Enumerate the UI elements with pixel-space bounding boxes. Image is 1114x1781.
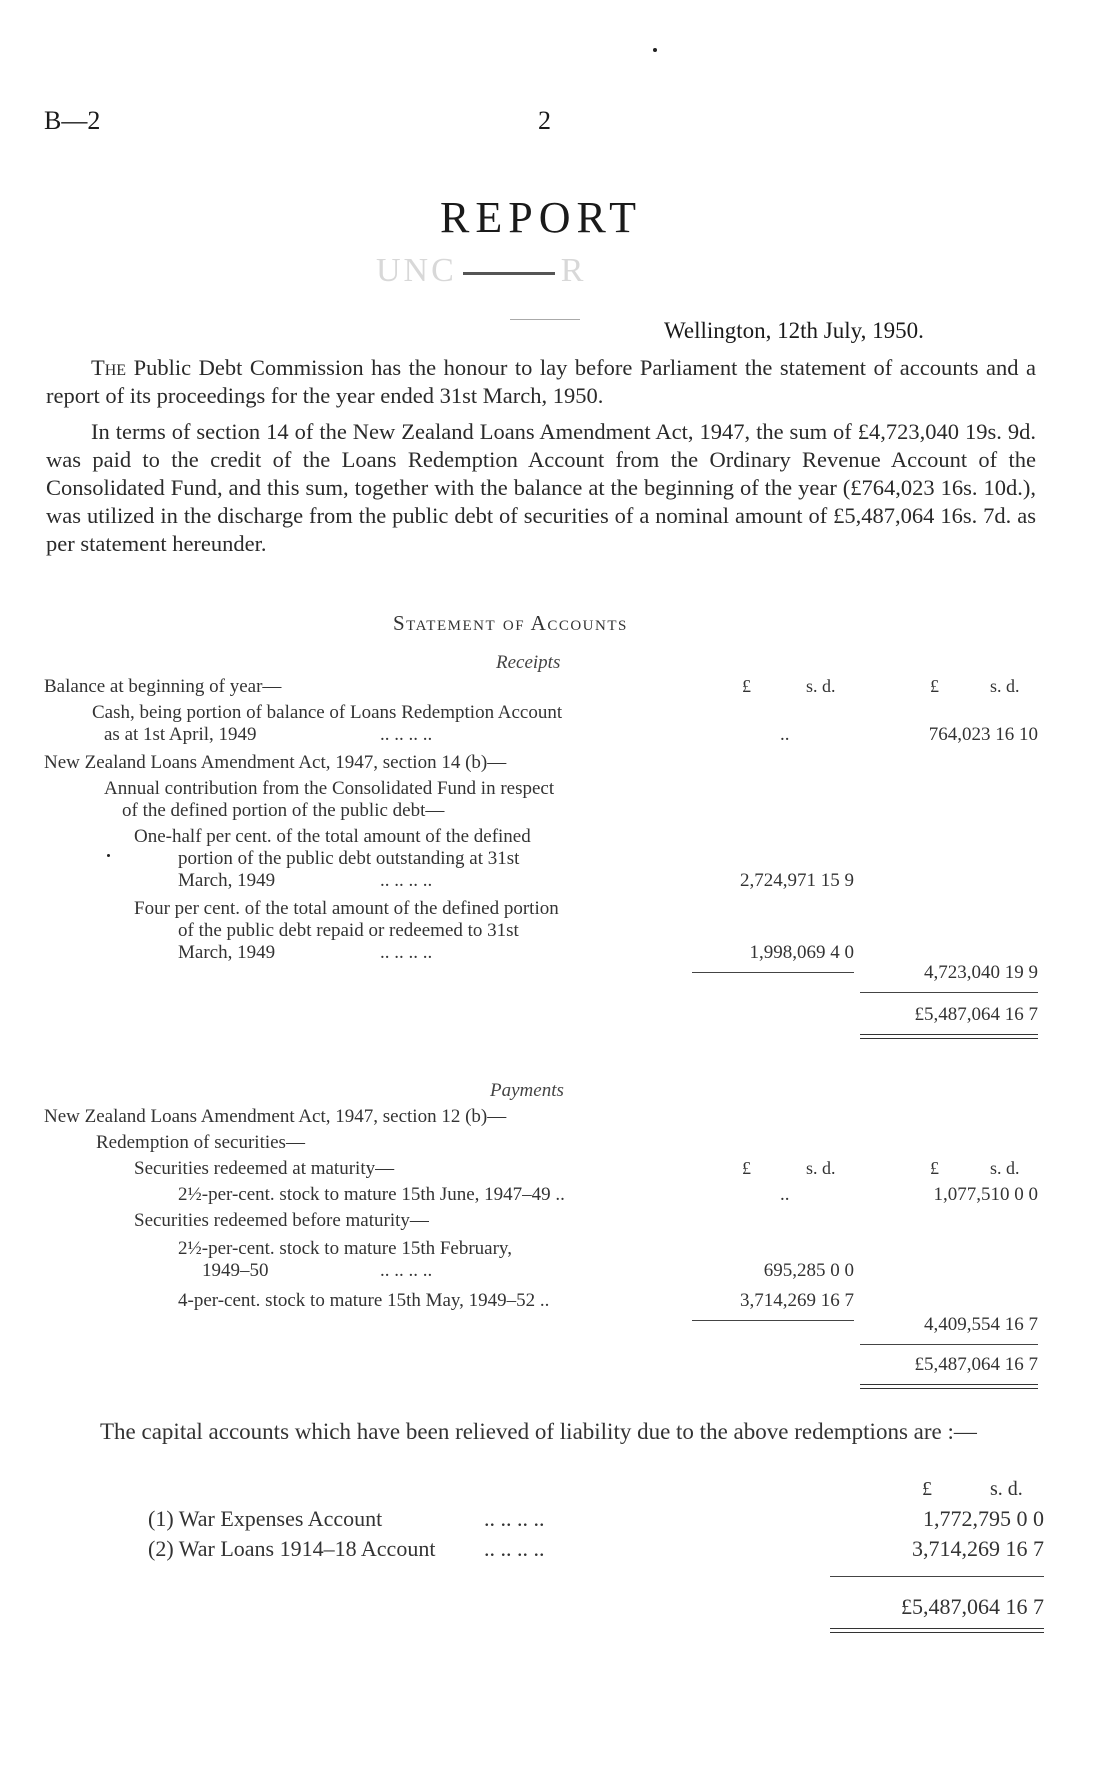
payments-col-pound: £ xyxy=(742,1158,751,1178)
balance-label: Balance at beginning of year— xyxy=(44,676,282,697)
title-divider xyxy=(510,319,580,320)
speck-mark-2 xyxy=(107,854,110,857)
paragraph-1-text: Public Debt Commission has the honour to lay before Parliament the statement of accounts and a report of its proceedings for the year ended 31st March, 1950. xyxy=(46,355,1037,408)
intro-paragraph-2 xyxy=(46,418,1036,558)
four-line-2: of the public debt repaid or redeemed to 31st xyxy=(178,920,519,941)
cash-inner-dots: .. xyxy=(780,724,790,745)
four-line-3: March, 1949 xyxy=(178,942,276,963)
paragraph-2-text: In terms of section 14 of the New Zealand Loans Amendment Act, 1947, the sum of £4,723,040 19s. 9d. was paid to the credit of the Loans Redemption Account from the Ordinary Revenue Account of the Consolidated Fund, and this sum, together with the balance at the beginning of the year (£764,023 16s. 10d.), was utilized in the discharge from the public debt of securities of a nominal amount of £5,487,064 16s. 7d. as per statement hereunder. xyxy=(46,419,1036,556)
capital-double-rule xyxy=(830,1628,1044,1633)
payments-heading: Payments xyxy=(490,1080,564,1101)
payments-double-rule xyxy=(860,1384,1038,1389)
stock-2-leader-dots: .. .. .. .. xyxy=(380,1260,433,1281)
payments-total-rule xyxy=(860,1344,1038,1345)
capital-col-pound: £ xyxy=(922,1478,932,1500)
annual-line-1: Annual contribution from the Consolidated Fund in respect xyxy=(104,778,555,799)
page-number: 2 xyxy=(538,106,551,135)
stock-1-inner-dots: .. xyxy=(780,1184,790,1205)
payments-col-sd: s. d. xyxy=(806,1158,836,1178)
before-maturity-label: Securities redeemed before maturity— xyxy=(134,1210,429,1231)
receipts-col-sd-2: s. d. xyxy=(990,676,1020,696)
faint-subtitle xyxy=(376,252,586,290)
speck-mark xyxy=(653,48,657,52)
report-title: REPORT xyxy=(440,193,643,242)
payments-total: £5,487,064 16 7 xyxy=(914,1354,1038,1375)
receipts-total-rule xyxy=(860,992,1038,993)
page-reference: B—2 xyxy=(44,106,101,135)
receipts-col-pound-2: £ xyxy=(930,676,939,696)
receipts-subtotal: 4,723,040 19 9 xyxy=(924,962,1038,983)
redemption-label: Redemption of securities— xyxy=(96,1132,305,1153)
faint-subtitle-left: UNC xyxy=(376,252,457,289)
stock-1-total: 1,077,510 0 0 xyxy=(933,1184,1038,1205)
four-amount: 1,998,069 4 0 xyxy=(749,942,854,963)
faint-subtitle-right: R xyxy=(560,252,587,289)
capital-total-rule xyxy=(830,1576,1044,1577)
half-line-3: March, 1949 xyxy=(178,870,276,891)
payments-col-sd-2: s. d. xyxy=(990,1158,1020,1178)
half-line-2: portion of the public debt outstanding at 31st xyxy=(178,848,520,869)
capital-account-2: (2) War Loans 1914–18 Account xyxy=(148,1536,436,1561)
payments-inner-rule xyxy=(692,1320,854,1321)
receipts-heading: Receipts xyxy=(496,652,561,673)
receipts-total: £5,487,064 16 7 xyxy=(914,1004,1038,1025)
capital-paragraph: The capital accounts which have been relieved of liability due to the above redemptions are :— xyxy=(100,1419,977,1444)
cash-line-1: Cash, being portion of balance of Loans Redemption Account xyxy=(92,702,563,723)
capital-account-2-dots: .. .. .. .. xyxy=(484,1536,545,1561)
payments-act-label: New Zealand Loans Amendment Act, 1947, section 12 (b)— xyxy=(44,1106,507,1127)
capital-account-1: (1) War Expenses Account xyxy=(148,1506,383,1531)
stock-2-line-1: 2½-per-cent. stock to mature 15th February, xyxy=(178,1238,512,1259)
annual-line-2: of the defined portion of the public debt— xyxy=(122,800,445,821)
cash-line-2: as at 1st April, 1949 xyxy=(104,724,257,745)
four-leader-dots: .. .. .. .. xyxy=(380,942,433,963)
capital-account-1-dots: .. .. .. .. xyxy=(484,1506,545,1531)
cash-total: 764,023 16 10 xyxy=(928,724,1038,745)
capital-account-2-amount: 3,714,269 16 7 xyxy=(912,1536,1044,1561)
receipts-inner-rule xyxy=(692,972,854,973)
four-line-1: Four per cent. of the total amount of the defined portion xyxy=(134,898,559,919)
statement-heading: Statement of Accounts xyxy=(393,611,628,635)
stock-3-label: 4-per-cent. stock to mature 15th May, 1949–52 .. xyxy=(178,1290,550,1311)
receipts-col-sd: s. d. xyxy=(806,676,836,696)
half-line-1: One-half per cent. of the total amount of the defined xyxy=(134,826,531,847)
capital-account-1-amount: 1,772,795 0 0 xyxy=(923,1506,1044,1531)
stock-1-label: 2½-per-cent. stock to mature 15th June, 1947–49 .. xyxy=(178,1184,565,1205)
date-line: Wellington, 12th July, 1950. xyxy=(664,318,924,343)
stock-3-amount: 3,714,269 16 7 xyxy=(740,1290,854,1311)
receipts-double-rule xyxy=(860,1034,1038,1039)
intro-paragraph-1 xyxy=(46,354,1036,410)
capital-total: £5,487,064 16 7 xyxy=(901,1594,1044,1619)
stock-2-amount: 695,285 0 0 xyxy=(763,1260,854,1281)
capital-col-sd: s. d. xyxy=(990,1478,1023,1500)
payments-col-pound-2: £ xyxy=(930,1158,939,1178)
cash-leader-dots: .. .. .. .. xyxy=(380,724,433,745)
paragraph-lead-word: The xyxy=(91,355,127,380)
stock-2-line-2: 1949–50 xyxy=(202,1260,269,1281)
receipts-act-label: New Zealand Loans Amendment Act, 1947, section 14 (b)— xyxy=(44,752,507,773)
half-amount: 2,724,971 15 9 xyxy=(740,870,854,891)
maturity-label: Securities redeemed at maturity— xyxy=(134,1158,395,1179)
half-leader-dots: .. .. .. .. xyxy=(380,870,433,891)
receipts-col-pound: £ xyxy=(742,676,751,696)
payments-subtotal: 4,409,554 16 7 xyxy=(924,1314,1038,1335)
